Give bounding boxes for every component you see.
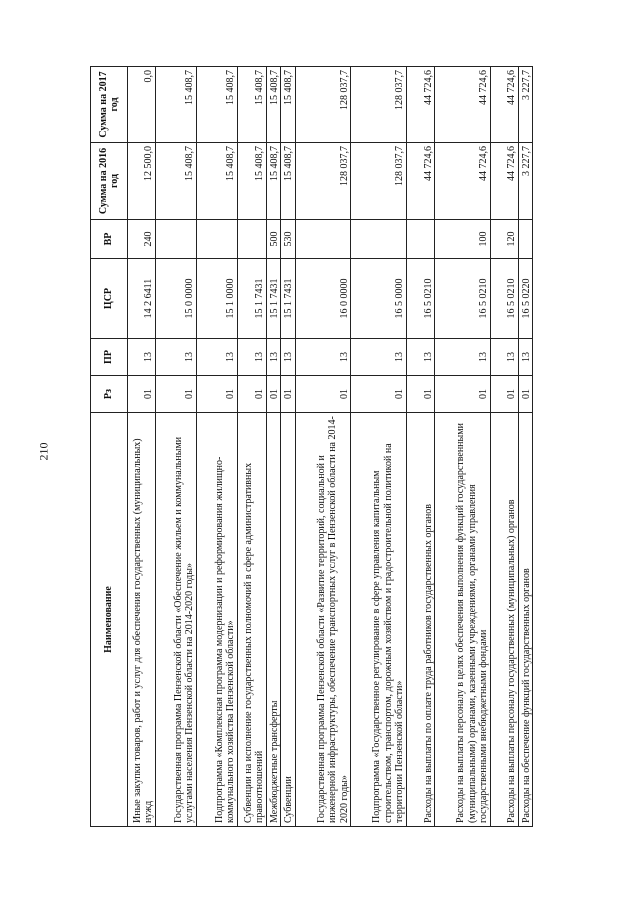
cell-rz: 01 xyxy=(435,376,491,413)
cell-csr: 16 5 0000 xyxy=(351,259,407,339)
cell-pr: 13 xyxy=(237,339,266,376)
cell-name: Расходы на выплаты персоналу в целях обеспечения выполнения функций государственными (муниципальными) органами, казенными учреждениями, органами управления государственными внебюджетными фондами xyxy=(435,413,491,827)
header-vr: ВР xyxy=(91,220,128,259)
cell-pr: 13 xyxy=(196,339,237,376)
cell-rz: 01 xyxy=(155,376,196,413)
cell-name: Подпрограмма «Комплексная программа модернизации и реформирования жилищно-коммунального хозяйства Пензенской области» xyxy=(196,413,237,827)
cell-sum-2017: 15 408,7 xyxy=(266,67,280,143)
table-row xyxy=(351,67,407,827)
cell-rz: 01 xyxy=(518,376,532,413)
cell-sum-2017: 128 037,7 xyxy=(351,67,407,143)
cell-rz: 01 xyxy=(295,376,351,413)
cell-pr: 13 xyxy=(490,339,518,376)
table-row xyxy=(295,67,351,827)
table-row xyxy=(490,67,518,827)
cell-name: Субвенции xyxy=(281,413,295,827)
cell-rz: 01 xyxy=(128,376,156,413)
cell-sum-2016: 128 037,7 xyxy=(295,143,351,220)
cell-sum-2016: 15 408,7 xyxy=(196,143,237,220)
table-row xyxy=(435,67,491,827)
cell-name: Межбюджетные трансферты xyxy=(266,413,280,827)
cell-sum-2017: 15 408,7 xyxy=(281,67,295,143)
cell-sum-2017: 15 408,7 xyxy=(237,67,266,143)
cell-csr: 16 0 0000 xyxy=(295,259,351,339)
cell-vr: 530 xyxy=(281,220,295,259)
cell-sum-2017: 44 724,6 xyxy=(435,67,491,143)
cell-pr: 13 xyxy=(266,339,280,376)
cell-pr: 13 xyxy=(155,339,196,376)
header-csr: ЦСР xyxy=(91,259,128,339)
cell-name: Подпрограмма «Государственное регулирование в сфере управления капитальным строительством, транспортом, дорожным хозяйством и градостроительной политикой на территории Пензенской области» xyxy=(351,413,407,827)
table-row xyxy=(128,67,156,827)
cell-name: Иные закупки товаров, работ и услуг для обеспечения государственных (муниципальных) нужд xyxy=(128,413,156,827)
cell-sum-2016: 44 724,6 xyxy=(406,143,435,220)
cell-csr: 16 5 0210 xyxy=(406,259,435,339)
cell-sum-2016: 15 408,7 xyxy=(155,143,196,220)
cell-sum-2016: 44 724,6 xyxy=(490,143,518,220)
cell-csr: 16 5 0220 xyxy=(518,259,532,339)
cell-rz: 01 xyxy=(406,376,435,413)
cell-sum-2017: 44 724,6 xyxy=(406,67,435,143)
cell-pr: 13 xyxy=(295,339,351,376)
cell-vr xyxy=(196,220,237,259)
header-rz: Рз xyxy=(91,376,128,413)
table-row xyxy=(281,67,295,827)
cell-pr: 13 xyxy=(406,339,435,376)
cell-name: Расходы на обеспечение функций государственных органов xyxy=(518,413,532,827)
cell-csr: 15 0 0000 xyxy=(155,259,196,339)
cell-sum-2016: 128 037,7 xyxy=(351,143,407,220)
cell-rz: 01 xyxy=(266,376,280,413)
header-sum-2016: Сумма на 2016 год xyxy=(91,143,128,220)
cell-pr: 13 xyxy=(518,339,532,376)
page-number: 210 xyxy=(36,442,51,461)
table-row xyxy=(266,67,280,827)
cell-csr: 16 5 0210 xyxy=(435,259,491,339)
cell-vr: 240 xyxy=(128,220,156,259)
cell-vr xyxy=(351,220,407,259)
header-name: Наименование xyxy=(91,413,128,827)
cell-name: Субвенции на исполнение государственных полномочий в сфере административных правоотношений xyxy=(237,413,266,827)
cell-rz: 01 xyxy=(351,376,407,413)
cell-vr xyxy=(295,220,351,259)
table-row xyxy=(155,67,196,827)
cell-csr: 15 1 0000 xyxy=(196,259,237,339)
cell-sum-2016: 12 500,0 xyxy=(128,143,156,220)
cell-vr: 500 xyxy=(266,220,280,259)
cell-vr xyxy=(155,220,196,259)
cell-name: Государственная программа Пензенской области «Развитие территорий, социальной и инженерной инфраструктуры, обеспечение транспортных услуг в Пензенской области на 2014-2020 годы» xyxy=(295,413,351,827)
cell-pr: 13 xyxy=(351,339,407,376)
cell-rz: 01 xyxy=(490,376,518,413)
cell-sum-2016: 15 408,7 xyxy=(281,143,295,220)
cell-name: Расходы на выплаты по оплате труда работников государственных органов xyxy=(406,413,435,827)
table-row xyxy=(406,67,435,827)
cell-vr: 100 xyxy=(435,220,491,259)
cell-sum-2017: 128 037,7 xyxy=(295,67,351,143)
cell-csr: 15 1 7431 xyxy=(266,259,280,339)
cell-vr: 120 xyxy=(490,220,518,259)
cell-csr: 16 5 0210 xyxy=(490,259,518,339)
cell-pr: 13 xyxy=(128,339,156,376)
cell-vr xyxy=(518,220,532,259)
cell-sum-2016: 15 408,7 xyxy=(266,143,280,220)
header-sum-2017: Сумма на 2017 год xyxy=(91,67,128,143)
cell-sum-2017: 15 408,7 xyxy=(196,67,237,143)
cell-sum-2016: 3 227,7 xyxy=(518,143,532,220)
cell-rz: 01 xyxy=(196,376,237,413)
cell-sum-2016: 44 724,6 xyxy=(435,143,491,220)
cell-sum-2017: 44 724,6 xyxy=(490,67,518,143)
cell-sum-2016: 15 408,7 xyxy=(237,143,266,220)
rotated-page-content xyxy=(90,67,533,827)
table-row xyxy=(196,67,237,827)
header-pr: ПР xyxy=(91,339,128,376)
table-header-row xyxy=(91,67,128,827)
cell-rz: 01 xyxy=(281,376,295,413)
cell-name: Государственная программа Пензенской области «Обеспечение жильем и коммунальными услугами населения Пензенской области на 2014-2020 годы» xyxy=(155,413,196,827)
cell-vr xyxy=(406,220,435,259)
cell-sum-2017: 15 408,7 xyxy=(155,67,196,143)
table-row xyxy=(518,67,532,827)
cell-pr: 13 xyxy=(281,339,295,376)
cell-name: Расходы на выплаты персоналу государственных (муниципальных) органов xyxy=(490,413,518,827)
cell-sum-2017: 0,0 xyxy=(128,67,156,143)
cell-rz: 01 xyxy=(237,376,266,413)
cell-sum-2017: 3 227,7 xyxy=(518,67,532,143)
cell-csr: 15 1 7431 xyxy=(237,259,266,339)
cell-csr: 14 2 6411 xyxy=(128,259,156,339)
budget-table xyxy=(90,66,533,827)
cell-pr: 13 xyxy=(435,339,491,376)
table-row xyxy=(237,67,266,827)
cell-csr: 15 1 7431 xyxy=(281,259,295,339)
cell-vr xyxy=(237,220,266,259)
